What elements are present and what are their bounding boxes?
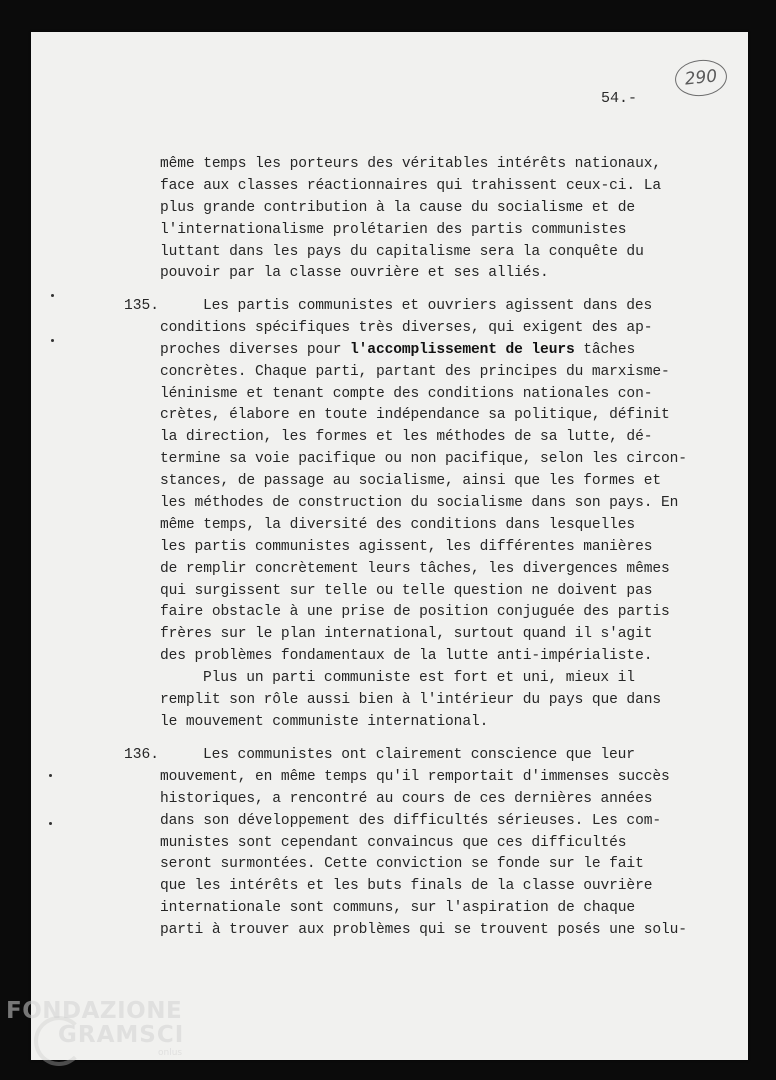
- text-line: léninisme et tenant compte des conditions nationales con-: [160, 385, 653, 402]
- text-line: historiques, a rencontré au cours de ces dernières années: [160, 790, 653, 807]
- text-line: munistes sont cependant convaincus que ces difficultés: [160, 834, 627, 851]
- text-line: les méthodes de construction du socialisme dans son pays. En: [160, 495, 679, 512]
- paragraph-136: [160, 745, 720, 942]
- text-line: crètes, élabore en toute indépendance sa politique, définit: [160, 407, 670, 424]
- text-segment: tâches: [574, 341, 636, 358]
- archive-watermark: [6, 1000, 184, 1058]
- text-line: parti à trouver aux problèmes qui se trouvent posés une solu-: [160, 922, 687, 939]
- paragraph-number-135: 135.: [124, 298, 160, 314]
- text-line: conditions spécifiques très diverses, qui exigent des ap-: [160, 319, 653, 336]
- text-line: la direction, les formes et les méthodes de sa lutte, dé-: [160, 429, 653, 446]
- margin-mark: [49, 774, 52, 777]
- text-line: mouvement, en même temps qu'il remportait d'immenses succès: [160, 768, 670, 785]
- text-line: faire obstacle à une prise de position conjuguée des partis: [160, 604, 670, 621]
- document-page: [31, 32, 748, 1060]
- text-line: les partis communistes agissent, les différentes manières: [160, 538, 653, 555]
- text-line: qui surgissent sur telle ou telle question ne doivent pas: [160, 582, 653, 599]
- text-line: de remplir concrètement leurs tâches, les divergences mêmes: [160, 560, 670, 577]
- text-line: même temps les porteurs des véritables intérêts nationaux,: [160, 156, 661, 172]
- text-line: des problèmes fondamentaux de la lutte anti-impérialiste.: [160, 648, 653, 665]
- text-line: Les partis communistes et ouvriers agissent dans des: [203, 298, 653, 314]
- paragraph-number-136: 136.: [124, 747, 160, 763]
- margin-mark: [51, 339, 54, 342]
- text-segment: proches diverses pour: [160, 341, 351, 358]
- text-line: Les communistes ont clairement conscience que leur: [203, 747, 635, 763]
- text-line: l'internationalisme prolétarien des partis communistes: [160, 221, 627, 238]
- emphasized-text: l'accomplissement de leurs: [350, 341, 575, 358]
- page-number: 54.-: [601, 90, 638, 107]
- text-line: remplit son rôle aussi bien à l'intérieur du pays que dans: [160, 692, 661, 709]
- watermark-line2: GRAMSCI: [58, 1022, 185, 1048]
- text-line: stances, de passage au socialisme, ainsi que les formes et: [160, 473, 661, 490]
- text-line: dans son développement des difficultés sérieuses. Les com-: [160, 812, 661, 829]
- text-line: face aux classes réactionnaires qui trahissent ceux-ci. La: [160, 177, 661, 194]
- margin-mark: [51, 294, 54, 297]
- text-line: le mouvement communiste international.: [160, 713, 489, 730]
- continuation-paragraph: [160, 154, 720, 285]
- text-line: Plus un parti communiste est fort et uni, mieux il: [203, 670, 635, 687]
- text-line: internationale sont communs, sur l'aspiration de chaque: [160, 900, 636, 917]
- folio-annotation: 290: [673, 57, 728, 98]
- text-line: seront surmontées. Cette conviction se fonde sur le fait: [160, 856, 644, 873]
- paragraph-135: [160, 296, 720, 734]
- text-line: plus grande contribution à la cause du socialisme et de: [160, 199, 636, 216]
- text-line: termine sa voie pacifique ou non pacifique, selon les circon-: [160, 451, 687, 468]
- text-line-with-emphasis: [160, 340, 720, 362]
- text-line: même temps, la diversité des conditions dans lesquelles: [160, 516, 636, 533]
- text-line: pouvoir par la classe ouvrière et ses alliés.: [160, 265, 549, 282]
- text-line: frères sur le plan international, surtout quand il s'agit: [160, 626, 653, 643]
- text-line: luttant dans les pays du capitalisme sera la conquête du: [160, 243, 644, 260]
- text-line: que les intérêts et les buts finals de la classe ouvrière: [160, 878, 653, 895]
- margin-mark: [49, 822, 52, 825]
- watermark-line3: onlus: [158, 1048, 183, 1058]
- watermark-line1: FONDAZIONE: [6, 998, 183, 1024]
- text-line: concrètes. Chaque parti, partant des principes du marxisme-: [160, 363, 670, 380]
